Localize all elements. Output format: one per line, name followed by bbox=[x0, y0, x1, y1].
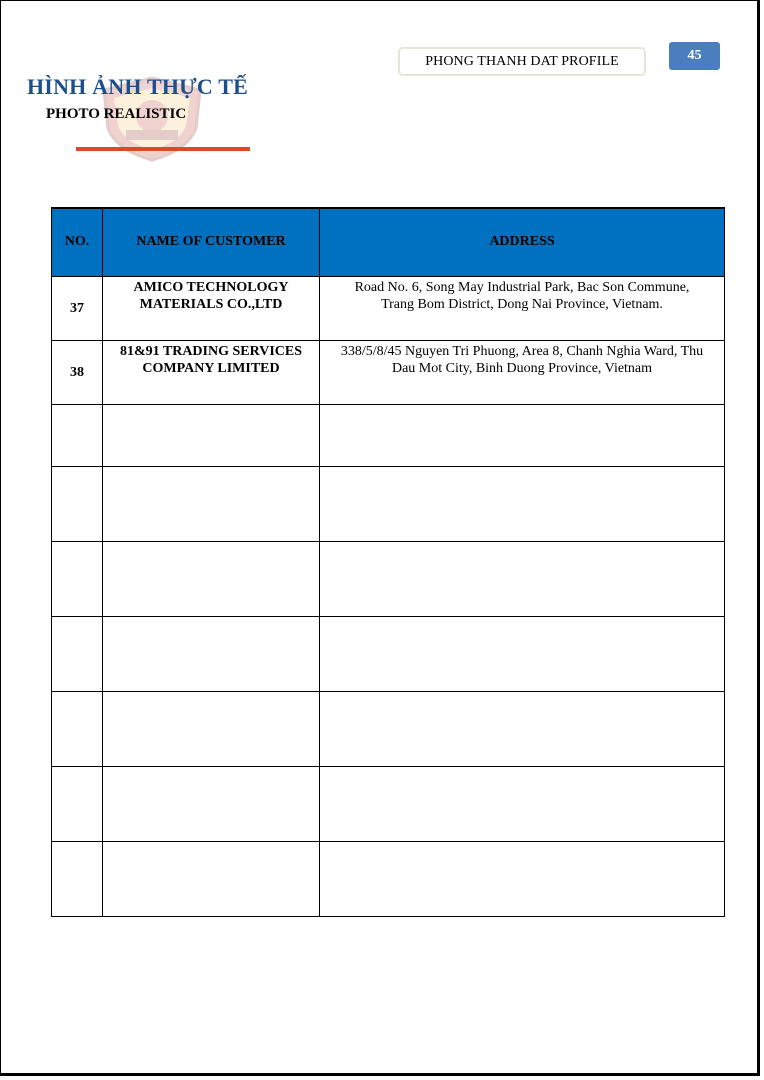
table-row bbox=[52, 340, 725, 404]
empty-cell bbox=[52, 766, 103, 841]
table-header-row bbox=[52, 208, 725, 276]
customer-table bbox=[51, 207, 725, 917]
empty-cell bbox=[320, 541, 725, 616]
table-row-empty bbox=[52, 404, 725, 466]
customer-name-line: MATERIALS CO.,LTD bbox=[139, 296, 283, 312]
table-row-empty bbox=[52, 541, 725, 616]
page-number-badge bbox=[669, 42, 720, 70]
page-number: 45 bbox=[687, 48, 702, 63]
empty-cell bbox=[103, 404, 320, 466]
customer-name bbox=[103, 276, 320, 340]
empty-cell bbox=[103, 841, 320, 916]
customer-name-line: AMICO TECHNOLOGY bbox=[133, 279, 289, 295]
empty-cell bbox=[320, 766, 725, 841]
table-row-empty bbox=[52, 466, 725, 541]
empty-cell bbox=[52, 466, 103, 541]
table-row bbox=[52, 276, 725, 340]
table-row-empty bbox=[52, 616, 725, 691]
customer-name-line: COMPANY LIMITED bbox=[142, 360, 280, 376]
empty-cell bbox=[103, 466, 320, 541]
address-line: Dau Mot City, Binh Duong Province, Vietnam bbox=[391, 360, 653, 376]
empty-cell bbox=[52, 541, 103, 616]
column-header-address: ADDRESS bbox=[320, 208, 725, 276]
empty-cell bbox=[320, 691, 725, 766]
empty-cell bbox=[52, 616, 103, 691]
table-row-empty bbox=[52, 691, 725, 766]
table-row-empty bbox=[52, 841, 725, 916]
address-line: Trang Bom District, Dong Nai Province, Vietnam. bbox=[381, 296, 663, 312]
profile-header-label bbox=[398, 47, 646, 76]
empty-cell bbox=[320, 841, 725, 916]
empty-cell bbox=[103, 766, 320, 841]
profile-header-text: PHONG THANH DAT PROFILE bbox=[425, 53, 619, 69]
empty-cell bbox=[52, 841, 103, 916]
empty-cell bbox=[320, 466, 725, 541]
address-line: 338/5/8/45 Nguyen Tri Phuong, Area 8, Chanh Nghia Ward, Thu bbox=[340, 343, 704, 359]
title-underline-divider bbox=[76, 147, 250, 151]
section-title-vietnamese: HÌNH ẢNH THỰC TẾ bbox=[27, 74, 248, 99]
empty-cell bbox=[103, 691, 320, 766]
empty-cell bbox=[320, 616, 725, 691]
address-line: Road No. 6, Song May Industrial Park, Bac Son Commune, bbox=[354, 279, 690, 295]
empty-cell bbox=[52, 404, 103, 466]
customer-address bbox=[320, 340, 725, 404]
empty-cell bbox=[103, 616, 320, 691]
empty-cell bbox=[52, 691, 103, 766]
column-header-no: NO. bbox=[52, 208, 103, 276]
row-number: 38 bbox=[52, 340, 103, 404]
empty-cell bbox=[320, 404, 725, 466]
section-title-english: PHOTO REALISTIC bbox=[46, 106, 187, 122]
table-row-empty bbox=[52, 766, 725, 841]
empty-cell bbox=[103, 541, 320, 616]
customer-name bbox=[103, 340, 320, 404]
customer-address bbox=[320, 276, 725, 340]
row-number: 37 bbox=[52, 276, 103, 340]
customer-name-line: 81&91 TRADING SERVICES bbox=[119, 343, 303, 359]
column-header-name: NAME OF CUSTOMER bbox=[103, 208, 320, 276]
